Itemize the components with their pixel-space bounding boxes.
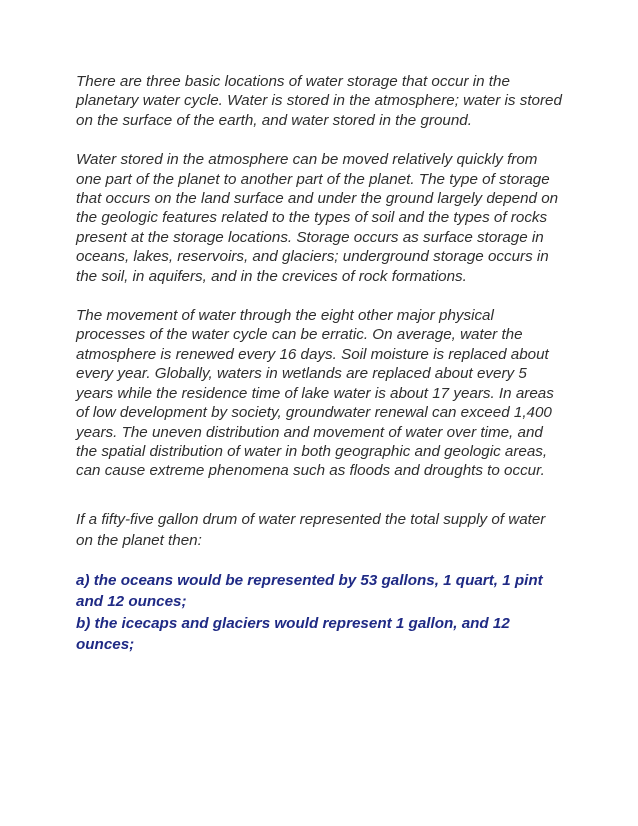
paragraph-water-movement: The movement of water through the eight other major physical processes of the water cycle can be erratic. On average, water the atmosphere is renewed every 16 days. Soil moisture is replaced about every year. Globally, waters in wetlands are replaced about every 5 years while the residence time of lake water is about 17 years. In areas of low development by society, groundwater renewal can exceed 1,400 years. The uneven distribution and movement of water over time, and the spatial distribution of water in both geographic and geologic areas, can cause extreme phenomena such as floods and droughts to occur. — [76, 307, 554, 480]
paragraph-storage-locations: There are three basic locations of water storage that occur in the planetary water cycle. Water is stored in the atmosphere; water is stored on the surface of the earth, and water stored in the ground. — [76, 73, 562, 129]
list-item-oceans: a) the oceans would be represented by 53 gallons, 1 quart, 1 pint and 12 ounces; — [76, 571, 543, 611]
list-item-icecaps: b) the icecaps and glaciers would represent 1 gallon, and 12 ounces; — [76, 614, 510, 654]
drum-list — [76, 570, 566, 656]
paragraph-atmosphere-storage: Water stored in the atmosphere can be moved relatively quickly from one part of the planet to another part of the planet. The type of storage that occurs on the land surface and under the ground largely depend on the geologic features related to the types of soil and the types of rocks present at the storage locations. Storage occurs as surface storage in oceans, lakes, reservoirs, and glaciers; underground storage occurs in the soil, in aquifers, and in the crevices of rock formations. — [76, 151, 559, 285]
paragraph-drum-analogy: If a fifty-five gallon drum of water represented the total supply of water on the planet then: — [76, 510, 546, 550]
document-page — [76, 72, 566, 656]
